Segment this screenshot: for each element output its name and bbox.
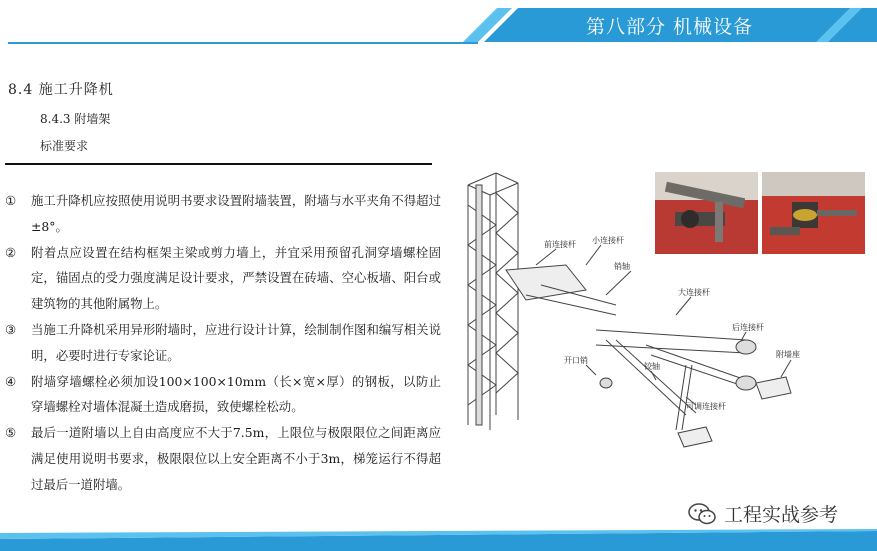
watermark-text: 工程实战参考	[724, 504, 839, 526]
attachment-photo-2	[762, 172, 865, 254]
item-text: 附着点应设置在结构框架主梁或剪力墙上，并宜采用预留孔洞穿墙螺栓固定，锚固点的受力强度满足设计要求，严禁设置在砖墙、空心板墙、阳台或建筑物的其他附属物上。	[31, 244, 441, 312]
list-item	[5, 240, 441, 317]
section-divider	[5, 163, 432, 165]
section-title: 8.4 施工升降机	[8, 82, 114, 98]
label-bolt: 销轴	[614, 262, 630, 271]
subsection-title: 8.4.3 附墙架	[40, 112, 111, 126]
label-big-rod: 大连接杆	[678, 288, 710, 297]
label-adjust-rod: 可调连接杆	[686, 402, 726, 411]
item-text: 最后一道附墙以上自由高度应不大于7.5m，上限位与极限限位之间距离应满足使用说明书要求，极限限位以上安全距离不小于3m，梯笼运行不得超过最后一道附墙。	[31, 425, 441, 492]
label-wall-seat: 附墙座	[776, 350, 800, 359]
standard-heading: 标准要求	[40, 139, 89, 153]
item-number: ⑤	[5, 425, 17, 441]
label-back-rod: 后连接杆	[732, 323, 764, 332]
item-text: 当施工升降机采用异形附墙时，应进行设计计算，绘制制作图和编写相关说明，必要时进行专家论证。	[31, 321, 441, 363]
label-pin: 开口销	[564, 356, 588, 365]
item-number: ①	[5, 193, 17, 208]
wechat-icon	[688, 503, 716, 525]
label-small-rod: 小连接杆	[592, 236, 624, 245]
list-item	[5, 420, 441, 497]
list-item	[5, 369, 441, 421]
item-number: ④	[5, 373, 17, 389]
item-text: 附墙穿墙螺栓必须加设100×100×10mm（长×宽×厚）的钢板，以防止穿墙螺栓对墙体混凝土造成磨损，致使螺栓松动。	[31, 373, 441, 415]
watermark	[688, 500, 838, 527]
attachment-photo-1	[655, 172, 758, 254]
requirements-list	[5, 188, 441, 498]
list-item	[5, 188, 441, 240]
header-rule	[8, 42, 478, 44]
item-text: 施工升降机应按照使用说明书要求设置附墙装置，附墙与水平夹角不得超过±8°。	[31, 193, 441, 234]
page-title: 第八部分 机械设备	[586, 16, 754, 38]
item-number: ③	[5, 321, 17, 337]
item-number: ②	[5, 244, 17, 260]
label-front-rod: 前连接杆	[544, 240, 576, 249]
footer-bar	[0, 529, 877, 551]
list-item	[5, 317, 441, 369]
label-hinge: 铰轴	[644, 362, 660, 371]
